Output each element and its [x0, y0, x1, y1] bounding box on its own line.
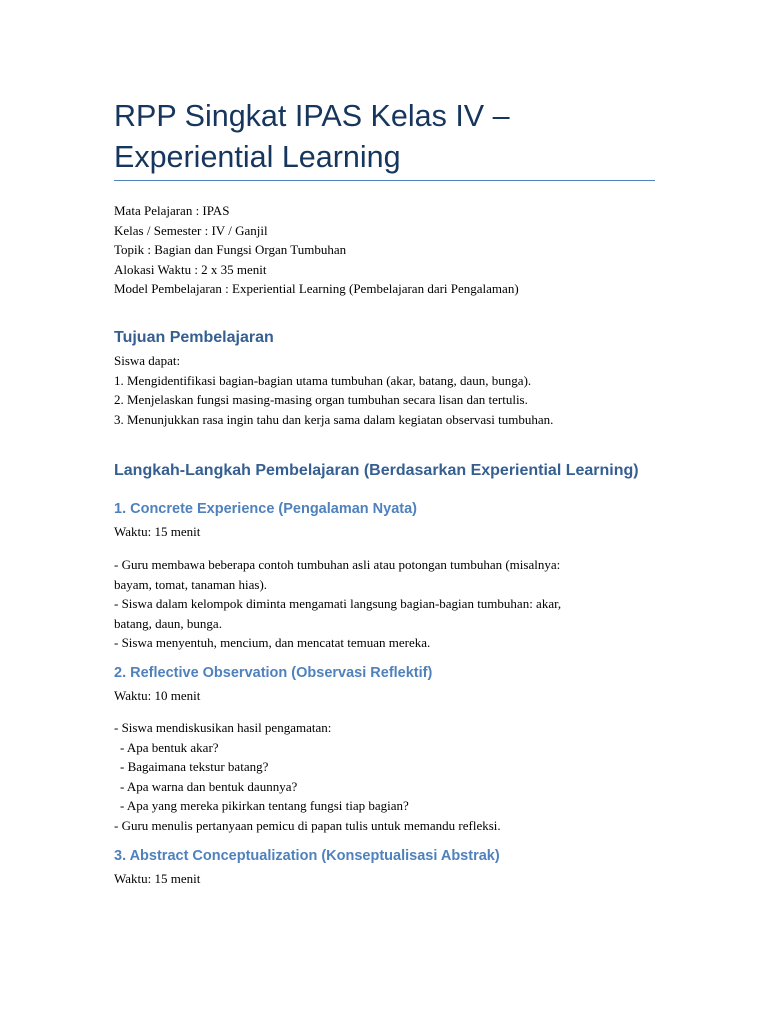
step-time: Waktu: 15 menit: [114, 524, 201, 539]
step-3-time: [114, 869, 200, 889]
tujuan-item: 2. Menjelaskan fungsi masing-masing organ tumbuhan secara lisan dan tertulis.: [114, 392, 528, 407]
step-line: - Siswa dalam kelompok diminta mengamati langsung bagian-bagian tumbuhan: akar,: [114, 596, 562, 611]
info-learning-model: Model Pembelajaran : Experiential Learning (Pembelajaran dari Pengalaman): [114, 281, 519, 296]
step-subline: - Bagaimana tekstur batang?: [120, 759, 269, 774]
info-class-semester: Kelas / Semester : IV / Ganjil: [114, 222, 268, 238]
heading-step-2: 2. Reflective Observation (Observasi Reflektif): [114, 665, 433, 681]
info-topic: Topik : Bagian dan Fungsi Organ Tumbuhan: [114, 242, 347, 257]
step-line: bayam, tomat, tanaman hias).: [114, 576, 268, 592]
heading-tujuan: Tujuan Pembelajaran: [114, 329, 274, 346]
step-subline: - Apa bentuk akar?: [120, 739, 219, 755]
step-1-body: [114, 555, 561, 653]
step-subline: - Apa yang mereka pikirkan tentang fungsi tiap bagian?: [120, 798, 409, 813]
info-subject: Mata Pelajaran : IPAS: [114, 203, 230, 218]
step-line: batang, daun, bunga.: [114, 615, 222, 631]
step-1-time: [114, 522, 200, 542]
step-line: - Siswa menyentuh, mencium, dan mencatat temuan mereka.: [114, 635, 431, 650]
heading-step-3: 3. Abstract Conceptualization (Konseptualisasi Abstrak): [114, 848, 500, 864]
step-line: - Siswa mendiskusikan hasil pengamatan:: [114, 720, 332, 735]
step-line: - Guru membawa beberapa contoh tumbuhan asli atau potongan tumbuhan (misalnya:: [114, 557, 561, 572]
heading-langkah: Langkah-Langkah Pembelajaran (Berdasarkan Experiential Learning): [114, 462, 639, 479]
step-time: Waktu: 10 menit: [114, 688, 201, 703]
step-time: Waktu: 15 menit: [114, 871, 201, 886]
heading-step-1: 1. Concrete Experience (Pengalaman Nyata): [114, 501, 418, 517]
step-2-time: [114, 686, 200, 706]
step-subline: - Apa warna dan bentuk daunnya?: [120, 778, 298, 794]
title-underline: [114, 180, 655, 181]
step-line: - Guru menulis pertanyaan pemicu di papan tulis untuk memandu refleksi.: [114, 817, 501, 833]
tujuan-intro: Siswa dapat:: [114, 353, 181, 368]
document-title: RPP Singkat IPAS Kelas IV – Experiential Learning: [114, 99, 510, 174]
tujuan-item: 1. Mengidentifikasi bagian-bagian utama tumbuhan (akar, batang, daun, bunga).: [114, 372, 532, 388]
step-2-body: [114, 718, 501, 835]
tujuan-list: [114, 351, 553, 429]
info-time-allocation: Alokasi Waktu : 2 x 35 menit: [114, 261, 267, 277]
lesson-info: [114, 201, 519, 299]
tujuan-item: 3. Menunjukkan rasa ingin tahu dan kerja sama dalam kegiatan observasi tumbuhan.: [114, 411, 554, 427]
